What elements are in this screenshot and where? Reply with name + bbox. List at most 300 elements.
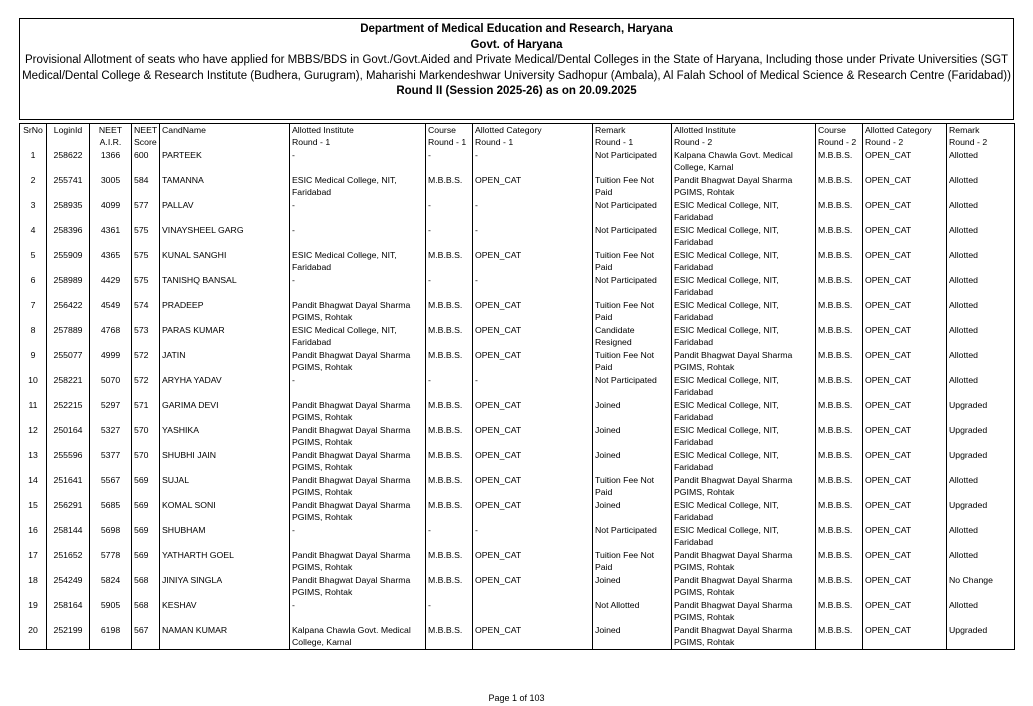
cell-remark-r1: Tuition Fee Not Paid [593, 474, 672, 499]
cell-remark-r1: Joined [593, 499, 672, 524]
cell-category-r2: OPEN_CAT [863, 274, 947, 299]
cell-remark-r1: Joined [593, 449, 672, 474]
cell-srno: 4 [20, 224, 47, 249]
table-row [20, 299, 1015, 324]
cell-institute-r2: ESIC Medical College, NIT, Faridabad [672, 324, 816, 349]
cell-course-r1: M.B.B.S. [426, 574, 473, 599]
cell-neet-score: 569 [132, 474, 160, 499]
cell-institute-r1: Kalpana Chawla Govt. Medical College, Karnal [290, 624, 426, 650]
cell-loginid: 258221 [47, 374, 90, 399]
cell-neet-air: 5824 [90, 574, 132, 599]
cell-course-r2: M.B.B.S. [816, 174, 863, 199]
cell-course-r2: M.B.B.S. [816, 524, 863, 549]
cell-course-r2: M.B.B.S. [816, 624, 863, 650]
cell-course-r1: M.B.B.S. [426, 449, 473, 474]
cell-category-r1: OPEN_CAT [473, 624, 593, 650]
cell-srno: 17 [20, 549, 47, 574]
cell-candname: KESHAV [160, 599, 290, 624]
cell-srno: 5 [20, 249, 47, 274]
cell-loginid: 255077 [47, 349, 90, 374]
cell-neet-air: 5297 [90, 399, 132, 424]
cell-candname: TAMANNA [160, 174, 290, 199]
cell-institute-r1: ESIC Medical College, NIT, Faridabad [290, 324, 426, 349]
table-row [20, 474, 1015, 499]
cell-remark-r2: Allotted [947, 149, 1015, 174]
cell-course-r1: M.B.B.S. [426, 399, 473, 424]
cell-institute-r2: ESIC Medical College, NIT, Faridabad [672, 299, 816, 324]
cell-candname: SUJAL [160, 474, 290, 499]
cell-category-r1: OPEN_CAT [473, 299, 593, 324]
cell-institute-r2: ESIC Medical College, NIT, Faridabad [672, 449, 816, 474]
cell-remark-r2: Allotted [947, 274, 1015, 299]
cell-institute-r2: Pandit Bhagwat Dayal Sharma PGIMS, Rohtak [672, 624, 816, 650]
cell-course-r1: M.B.B.S. [426, 349, 473, 374]
cell-category-r1: OPEN_CAT [473, 499, 593, 524]
cell-institute-r2: ESIC Medical College, NIT, Faridabad [672, 199, 816, 224]
cell-institute-r1: Pandit Bhagwat Dayal Sharma PGIMS, Rohtak [290, 574, 426, 599]
cell-neet-score: 569 [132, 524, 160, 549]
cell-institute-r1: - [290, 199, 426, 224]
cell-loginid: 258396 [47, 224, 90, 249]
cell-remark-r1: Not Participated [593, 374, 672, 399]
cell-institute-r1: - [290, 274, 426, 299]
cell-loginid: 254249 [47, 574, 90, 599]
cell-category-r2: OPEN_CAT [863, 474, 947, 499]
cell-candname: SHUBHAM [160, 524, 290, 549]
cell-course-r2: M.B.B.S. [816, 224, 863, 249]
cell-remark-r2: No Change [947, 574, 1015, 599]
cell-neet-air: 5070 [90, 374, 132, 399]
cell-candname: TANISHQ BANSAL [160, 274, 290, 299]
cell-remark-r2: Upgraded [947, 449, 1015, 474]
cell-course-r2: M.B.B.S. [816, 299, 863, 324]
cell-remark-r2: Upgraded [947, 399, 1015, 424]
table-row [20, 499, 1015, 524]
cell-remark-r1: Not Allotted [593, 599, 672, 624]
cell-course-r2: M.B.B.S. [816, 549, 863, 574]
col-header-institute-r1: Allotted Institute Round - 1 [290, 124, 426, 150]
cell-loginid: 258144 [47, 524, 90, 549]
col-header-course-r1: Course Round - 1 [426, 124, 473, 150]
cell-category-r1: OPEN_CAT [473, 549, 593, 574]
cell-course-r2: M.B.B.S. [816, 474, 863, 499]
cell-neet-score: 572 [132, 349, 160, 374]
cell-remark-r2: Allotted [947, 224, 1015, 249]
round-session-title: Round II (Session 2025-26) as on 20.09.2025 [396, 85, 637, 97]
cell-candname: KOMAL SONI [160, 499, 290, 524]
cell-institute-r2: Pandit Bhagwat Dayal Sharma PGIMS, Rohtak [672, 174, 816, 199]
cell-remark-r1: Not Participated [593, 149, 672, 174]
cell-institute-r2: ESIC Medical College, NIT, Faridabad [672, 374, 816, 399]
cell-loginid: 258164 [47, 599, 90, 624]
cell-course-r1: M.B.B.S. [426, 474, 473, 499]
cell-institute-r1: - [290, 374, 426, 399]
cell-category-r2: OPEN_CAT [863, 199, 947, 224]
table-row [20, 349, 1015, 374]
cell-institute-r1: Pandit Bhagwat Dayal Sharma PGIMS, Rohtak [290, 399, 426, 424]
cell-remark-r1: Not Participated [593, 274, 672, 299]
cell-category-r1: OPEN_CAT [473, 474, 593, 499]
cell-candname: KUNAL SANGHI [160, 249, 290, 274]
cell-course-r2: M.B.B.S. [816, 599, 863, 624]
table-row [20, 324, 1015, 349]
col-header-institute-r2: Allotted Institute Round - 2 [672, 124, 816, 150]
cell-neet-air: 5377 [90, 449, 132, 474]
cell-loginid: 258622 [47, 149, 90, 174]
cell-course-r1: - [426, 599, 473, 624]
cell-institute-r2: ESIC Medical College, NIT, Faridabad [672, 499, 816, 524]
cell-course-r2: M.B.B.S. [816, 349, 863, 374]
col-header-remark-r1: Remark Round - 1 [593, 124, 672, 150]
table-row [20, 149, 1015, 174]
cell-candname: JATIN [160, 349, 290, 374]
cell-remark-r1: Joined [593, 624, 672, 650]
cell-institute-r2: Pandit Bhagwat Dayal Sharma PGIMS, Rohtak [672, 474, 816, 499]
cell-candname: GARIMA DEVI [160, 399, 290, 424]
cell-course-r1: - [426, 149, 473, 174]
cell-remark-r2: Upgraded [947, 499, 1015, 524]
cell-candname: JINIYA SINGLA [160, 574, 290, 599]
cell-category-r2: OPEN_CAT [863, 424, 947, 449]
cell-course-r1: - [426, 524, 473, 549]
cell-category-r2: OPEN_CAT [863, 449, 947, 474]
cell-candname: PARAS KUMAR [160, 324, 290, 349]
cell-remark-r1: Tuition Fee Not Paid [593, 299, 672, 324]
cell-remark-r2: Allotted [947, 174, 1015, 199]
cell-category-r1 [473, 599, 593, 624]
cell-neet-score: 574 [132, 299, 160, 324]
table-row [20, 274, 1015, 299]
col-header-remark-r2: Remark Round - 2 [947, 124, 1015, 150]
cell-remark-r1: Not Participated [593, 524, 672, 549]
cell-course-r1: M.B.B.S. [426, 624, 473, 650]
cell-course-r2: M.B.B.S. [816, 574, 863, 599]
cell-neet-air: 5905 [90, 599, 132, 624]
cell-course-r1: - [426, 224, 473, 249]
cell-remark-r2: Allotted [947, 599, 1015, 624]
cell-srno: 20 [20, 624, 47, 650]
cell-institute-r1: ESIC Medical College, NIT, Faridabad [290, 174, 426, 199]
cell-institute-r2: Pandit Bhagwat Dayal Sharma PGIMS, Rohtak [672, 599, 816, 624]
cell-neet-score: 567 [132, 624, 160, 650]
cell-srno: 16 [20, 524, 47, 549]
cell-remark-r1: Tuition Fee Not Paid [593, 249, 672, 274]
cell-category-r2: OPEN_CAT [863, 324, 947, 349]
cell-category-r2: OPEN_CAT [863, 174, 947, 199]
cell-srno: 3 [20, 199, 47, 224]
cell-neet-air: 1366 [90, 149, 132, 174]
table-row [20, 374, 1015, 399]
cell-neet-air: 6198 [90, 624, 132, 650]
cell-remark-r2: Allotted [947, 324, 1015, 349]
cell-neet-score: 570 [132, 424, 160, 449]
col-header-course-r2: Course Round - 2 [816, 124, 863, 150]
table-row [20, 599, 1015, 624]
cell-category-r1: OPEN_CAT [473, 324, 593, 349]
allotment-description-line-2: Medical/Dental College & Research Institute (Budhera, Gurugram), Maharishi Markendeshwar University Sadhopur (Ambala), Al Falah School of Medical Science & Research Centre (Faridabad)) [22, 69, 1011, 82]
cell-course-r1: M.B.B.S. [426, 424, 473, 449]
cell-srno: 6 [20, 274, 47, 299]
cell-candname: PALLAV [160, 199, 290, 224]
cell-remark-r1: Tuition Fee Not Paid [593, 174, 672, 199]
cell-category-r1: - [473, 149, 593, 174]
cell-srno: 2 [20, 174, 47, 199]
cell-neet-air: 4365 [90, 249, 132, 274]
cell-remark-r2: Allotted [947, 474, 1015, 499]
cell-category-r1: OPEN_CAT [473, 574, 593, 599]
cell-remark-r2: Allotted [947, 199, 1015, 224]
cell-neet-score: 572 [132, 374, 160, 399]
table-row [20, 249, 1015, 274]
cell-loginid: 257889 [47, 324, 90, 349]
cell-loginid: 251641 [47, 474, 90, 499]
cell-category-r2: OPEN_CAT [863, 524, 947, 549]
cell-neet-air: 4999 [90, 349, 132, 374]
cell-institute-r1: - [290, 524, 426, 549]
cell-course-r2: M.B.B.S. [816, 324, 863, 349]
cell-loginid: 255596 [47, 449, 90, 474]
cell-candname: VINAYSHEEL GARG [160, 224, 290, 249]
cell-remark-r1: Not Participated [593, 224, 672, 249]
cell-institute-r2: ESIC Medical College, NIT, Faridabad [672, 249, 816, 274]
cell-category-r1: - [473, 274, 593, 299]
table-row [20, 424, 1015, 449]
cell-course-r1: M.B.B.S. [426, 299, 473, 324]
table-row [20, 174, 1015, 199]
cell-category-r2: OPEN_CAT [863, 549, 947, 574]
cell-loginid: 258989 [47, 274, 90, 299]
cell-loginid: 255741 [47, 174, 90, 199]
cell-candname: ARYHA YADAV [160, 374, 290, 399]
cell-category-r2: OPEN_CAT [863, 624, 947, 650]
table-row [20, 549, 1015, 574]
cell-course-r2: M.B.B.S. [816, 449, 863, 474]
table-row [20, 624, 1015, 650]
table-row [20, 224, 1015, 249]
cell-institute-r1: Pandit Bhagwat Dayal Sharma PGIMS, Rohtak [290, 349, 426, 374]
cell-course-r2: M.B.B.S. [816, 399, 863, 424]
cell-srno: 13 [20, 449, 47, 474]
cell-category-r2: OPEN_CAT [863, 299, 947, 324]
document-header [19, 18, 1014, 120]
cell-neet-score: 575 [132, 224, 160, 249]
cell-course-r2: M.B.B.S. [816, 274, 863, 299]
cell-remark-r2: Upgraded [947, 624, 1015, 650]
cell-institute-r2: Pandit Bhagwat Dayal Sharma PGIMS, Rohtak [672, 549, 816, 574]
cell-candname: SHUBHI JAIN [160, 449, 290, 474]
cell-neet-score: 568 [132, 574, 160, 599]
table-row [20, 524, 1015, 549]
cell-candname: PRADEEP [160, 299, 290, 324]
cell-institute-r2: Pandit Bhagwat Dayal Sharma PGIMS, Rohtak [672, 349, 816, 374]
allotment-table [19, 123, 1015, 650]
cell-course-r1: - [426, 199, 473, 224]
cell-neet-score: 570 [132, 449, 160, 474]
cell-category-r2: OPEN_CAT [863, 499, 947, 524]
cell-remark-r2: Allotted [947, 524, 1015, 549]
cell-srno: 7 [20, 299, 47, 324]
cell-category-r1: OPEN_CAT [473, 174, 593, 199]
col-header-loginid: LoginId [47, 124, 90, 150]
cell-srno: 11 [20, 399, 47, 424]
cell-institute-r2: Pandit Bhagwat Dayal Sharma PGIMS, Rohtak [672, 574, 816, 599]
cell-srno: 15 [20, 499, 47, 524]
table-body [20, 149, 1015, 650]
cell-category-r2: OPEN_CAT [863, 574, 947, 599]
department-title: Department of Medical Education and Research, Haryana [360, 23, 673, 35]
cell-institute-r1: Pandit Bhagwat Dayal Sharma PGIMS, Rohtak [290, 449, 426, 474]
cell-category-r2: OPEN_CAT [863, 249, 947, 274]
cell-candname: PARTEEK [160, 149, 290, 174]
cell-srno: 10 [20, 374, 47, 399]
cell-neet-air: 5327 [90, 424, 132, 449]
cell-neet-air: 4099 [90, 199, 132, 224]
cell-neet-air: 3005 [90, 174, 132, 199]
cell-course-r1: M.B.B.S. [426, 549, 473, 574]
cell-remark-r2: Allotted [947, 374, 1015, 399]
cell-neet-score: 571 [132, 399, 160, 424]
cell-neet-air: 4768 [90, 324, 132, 349]
cell-course-r2: M.B.B.S. [816, 374, 863, 399]
cell-institute-r2: ESIC Medical College, NIT, Faridabad [672, 224, 816, 249]
cell-candname: YASHIKA [160, 424, 290, 449]
cell-loginid: 256422 [47, 299, 90, 324]
cell-neet-score: 575 [132, 249, 160, 274]
cell-remark-r1: Joined [593, 574, 672, 599]
cell-institute-r2: ESIC Medical College, NIT, Faridabad [672, 524, 816, 549]
cell-course-r2: M.B.B.S. [816, 424, 863, 449]
cell-remark-r2: Allotted [947, 299, 1015, 324]
cell-srno: 9 [20, 349, 47, 374]
cell-neet-air: 5778 [90, 549, 132, 574]
cell-loginid: 250164 [47, 424, 90, 449]
cell-course-r2: M.B.B.S. [816, 149, 863, 174]
cell-category-r2: OPEN_CAT [863, 399, 947, 424]
cell-neet-score: 575 [132, 274, 160, 299]
allotment-description-line-1: Provisional Allotment of seats who have applied for MBBS/BDS in Govt./Govt.Aided and Private Medical/Dental Colleges in the State of Haryana, Including those under Private Universities (SGT [24, 54, 1009, 66]
cell-category-r1: - [473, 374, 593, 399]
table-row [20, 574, 1015, 599]
cell-neet-score: 568 [132, 599, 160, 624]
cell-institute-r2: ESIC Medical College, NIT, Faridabad [672, 274, 816, 299]
cell-course-r1: M.B.B.S. [426, 499, 473, 524]
cell-institute-r2: Kalpana Chawla Govt. Medical College, Karnal [672, 149, 816, 174]
cell-neet-air: 4429 [90, 274, 132, 299]
table-row [20, 199, 1015, 224]
cell-category-r1: OPEN_CAT [473, 424, 593, 449]
cell-remark-r1: Not Participated [593, 199, 672, 224]
cell-srno: 14 [20, 474, 47, 499]
cell-neet-score: 569 [132, 549, 160, 574]
cell-srno: 8 [20, 324, 47, 349]
cell-neet-air: 4549 [90, 299, 132, 324]
cell-category-r2: OPEN_CAT [863, 349, 947, 374]
cell-srno: 18 [20, 574, 47, 599]
cell-loginid: 255909 [47, 249, 90, 274]
cell-neet-score: 577 [132, 199, 160, 224]
cell-loginid: 251652 [47, 549, 90, 574]
cell-neet-air: 5698 [90, 524, 132, 549]
cell-course-r2: M.B.B.S. [816, 499, 863, 524]
cell-remark-r1: Tuition Fee Not Paid [593, 349, 672, 374]
cell-neet-air: 5685 [90, 499, 132, 524]
cell-remark-r1: Joined [593, 424, 672, 449]
cell-course-r1: M.B.B.S. [426, 174, 473, 199]
cell-category-r1: OPEN_CAT [473, 249, 593, 274]
cell-remark-r1: Candidate Resigned [593, 324, 672, 349]
cell-category-r1: - [473, 524, 593, 549]
cell-neet-air: 5567 [90, 474, 132, 499]
col-header-category-r2: Allotted Category Round - 2 [863, 124, 947, 150]
government-title: Govt. of Haryana [470, 38, 563, 51]
col-header-candname: CandName [160, 124, 290, 150]
cell-loginid: 256291 [47, 499, 90, 524]
cell-course-r1: M.B.B.S. [426, 249, 473, 274]
cell-institute-r1: Pandit Bhagwat Dayal Sharma PGIMS, Rohtak [290, 424, 426, 449]
cell-institute-r1: ESIC Medical College, NIT, Faridabad [290, 249, 426, 274]
cell-category-r1: - [473, 224, 593, 249]
cell-institute-r1: Pandit Bhagwat Dayal Sharma PGIMS, Rohtak [290, 474, 426, 499]
cell-category-r2: OPEN_CAT [863, 149, 947, 174]
cell-course-r1: - [426, 274, 473, 299]
cell-remark-r2: Allotted [947, 549, 1015, 574]
cell-remark-r1: Tuition Fee Not Paid [593, 549, 672, 574]
cell-category-r1: - [473, 199, 593, 224]
cell-loginid: 252199 [47, 624, 90, 650]
table-row [20, 449, 1015, 474]
cell-institute-r1: Pandit Bhagwat Dayal Sharma PGIMS, Rohtak [290, 549, 426, 574]
cell-srno: 1 [20, 149, 47, 174]
cell-loginid: 252215 [47, 399, 90, 424]
cell-institute-r1: - [290, 599, 426, 624]
cell-category-r2: OPEN_CAT [863, 224, 947, 249]
cell-institute-r2: ESIC Medical College, NIT, Faridabad [672, 399, 816, 424]
cell-course-r1: M.B.B.S. [426, 324, 473, 349]
cell-institute-r1: - [290, 224, 426, 249]
cell-category-r2: OPEN_CAT [863, 599, 947, 624]
cell-institute-r1: Pandit Bhagwat Dayal Sharma PGIMS, Rohtak [290, 499, 426, 524]
page-number: Page 1 of 103 [488, 693, 545, 703]
cell-neet-score: 569 [132, 499, 160, 524]
cell-institute-r1: Pandit Bhagwat Dayal Sharma PGIMS, Rohtak [290, 299, 426, 324]
cell-course-r2: M.B.B.S. [816, 249, 863, 274]
cell-candname: NAMAN KUMAR [160, 624, 290, 650]
cell-neet-score: 600 [132, 149, 160, 174]
cell-neet-air: 4361 [90, 224, 132, 249]
cell-course-r1: - [426, 374, 473, 399]
cell-candname: YATHARTH GOEL [160, 549, 290, 574]
cell-neet-score: 584 [132, 174, 160, 199]
cell-category-r2: OPEN_CAT [863, 374, 947, 399]
cell-institute-r1: - [290, 149, 426, 174]
table-row [20, 399, 1015, 424]
cell-category-r1: OPEN_CAT [473, 449, 593, 474]
cell-remark-r2: Allotted [947, 349, 1015, 374]
col-header-srno: SrNo [20, 124, 47, 150]
cell-srno: 12 [20, 424, 47, 449]
cell-remark-r2: Allotted [947, 249, 1015, 274]
cell-neet-score: 573 [132, 324, 160, 349]
cell-course-r2: M.B.B.S. [816, 199, 863, 224]
col-header-neet-air: NEET A.I.R. [90, 124, 132, 150]
col-header-category-r1: Allotted Category Round - 1 [473, 124, 593, 150]
cell-loginid: 258935 [47, 199, 90, 224]
col-header-neet-score: NEET Score [132, 124, 160, 150]
cell-remark-r1: Joined [593, 399, 672, 424]
cell-institute-r2: ESIC Medical College, NIT, Faridabad [672, 424, 816, 449]
cell-remark-r2: Upgraded [947, 424, 1015, 449]
cell-category-r1: OPEN_CAT [473, 399, 593, 424]
